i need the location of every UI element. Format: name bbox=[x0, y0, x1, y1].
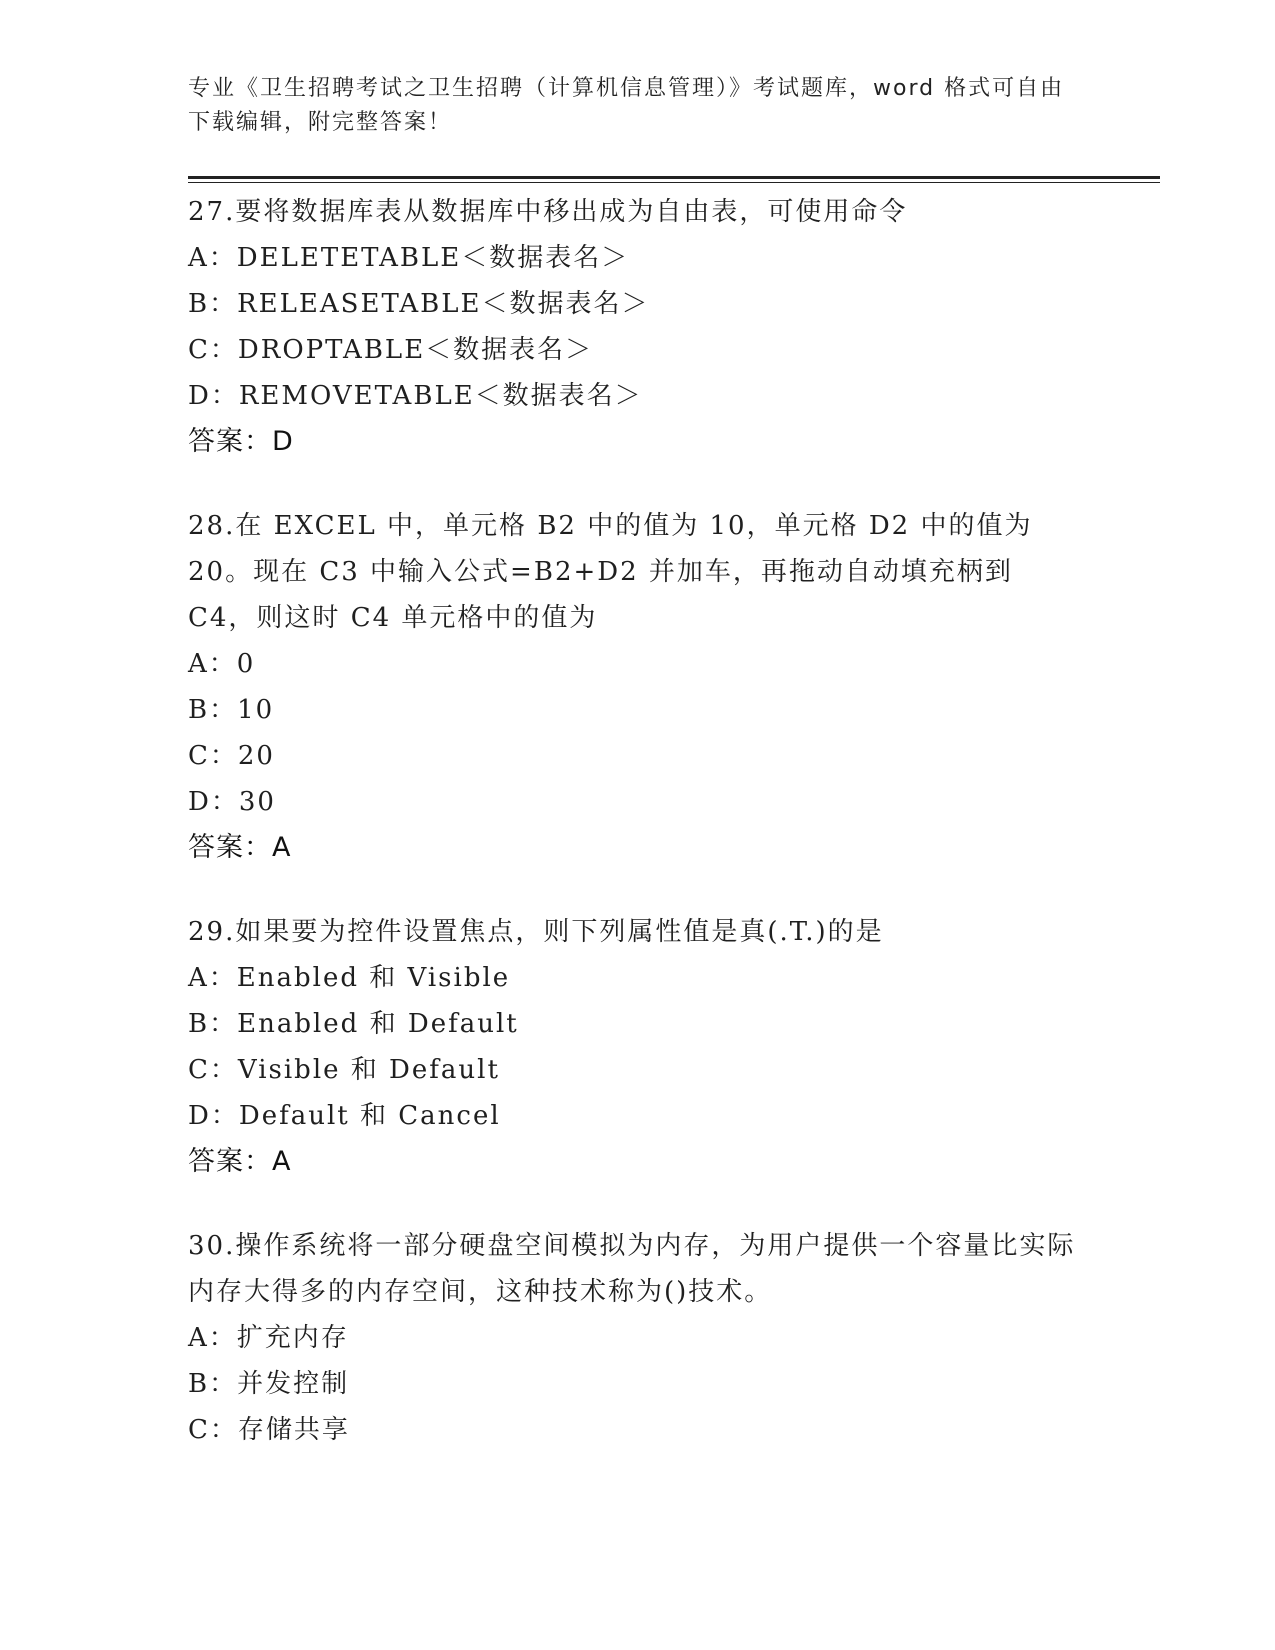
header-divider-thin bbox=[188, 182, 1160, 183]
option-c: C：DROPTABLE＜数据表名＞ bbox=[188, 335, 594, 365]
question-list bbox=[188, 189, 1088, 1491]
document-header: 专业《卫生招聘考试之卫生招聘（计算机信息管理）》考试题库，word 格式可自由下载编辑，附完整答案！ bbox=[188, 76, 1065, 135]
option-b: B：RELEASETABLE＜数据表名＞ bbox=[188, 289, 650, 319]
question-27 bbox=[188, 189, 1088, 465]
option-d: D：30 bbox=[188, 787, 276, 817]
question-28 bbox=[188, 503, 1088, 871]
question-30 bbox=[188, 1223, 1088, 1453]
option-c: C：Visible 和 Default bbox=[188, 1055, 500, 1085]
question-text: 29.如果要为控件设置焦点，则下列属性值是真(.T.)的是 bbox=[188, 917, 884, 947]
option-a: A：扩充内存 bbox=[188, 1323, 349, 1353]
answer-line: 答案：D bbox=[188, 426, 294, 457]
option-b: B：10 bbox=[188, 695, 275, 725]
answer-line: 答案：A bbox=[188, 1146, 292, 1177]
question-29 bbox=[188, 909, 1088, 1185]
option-d: D：Default 和 Cancel bbox=[188, 1101, 501, 1131]
option-a: A：Enabled 和 Visible bbox=[188, 963, 511, 993]
option-a: A：0 bbox=[188, 649, 256, 679]
option-a: A：DELETETABLE＜数据表名＞ bbox=[188, 243, 630, 273]
option-d: D：REMOVETABLE＜数据表名＞ bbox=[188, 381, 643, 411]
option-c: C：20 bbox=[188, 741, 275, 771]
question-text: 30.操作系统将一部分硬盘空间模拟为内存，为用户提供一个容量比实际内存大得多的内存空间，这种技术称为()技术。 bbox=[188, 1231, 1076, 1307]
question-text: 28.在 EXCEL 中，单元格 B2 中的值为 10，单元格 D2 中的值为 20。现在 C3 中输入公式=B2+D2 并加车，再拖动自动填充柄到 C4，则这时 C4 单元格中的值为 bbox=[188, 511, 1033, 633]
option-c: C：存储共享 bbox=[188, 1415, 350, 1445]
question-text: 27.要将数据库表从数据库中移出成为自由表，可使用命令 bbox=[188, 197, 908, 227]
option-b: B：并发控制 bbox=[188, 1369, 350, 1399]
option-b: B：Enabled 和 Default bbox=[188, 1009, 519, 1039]
answer-line: 答案：A bbox=[188, 832, 292, 863]
header-divider-thick bbox=[188, 176, 1160, 179]
